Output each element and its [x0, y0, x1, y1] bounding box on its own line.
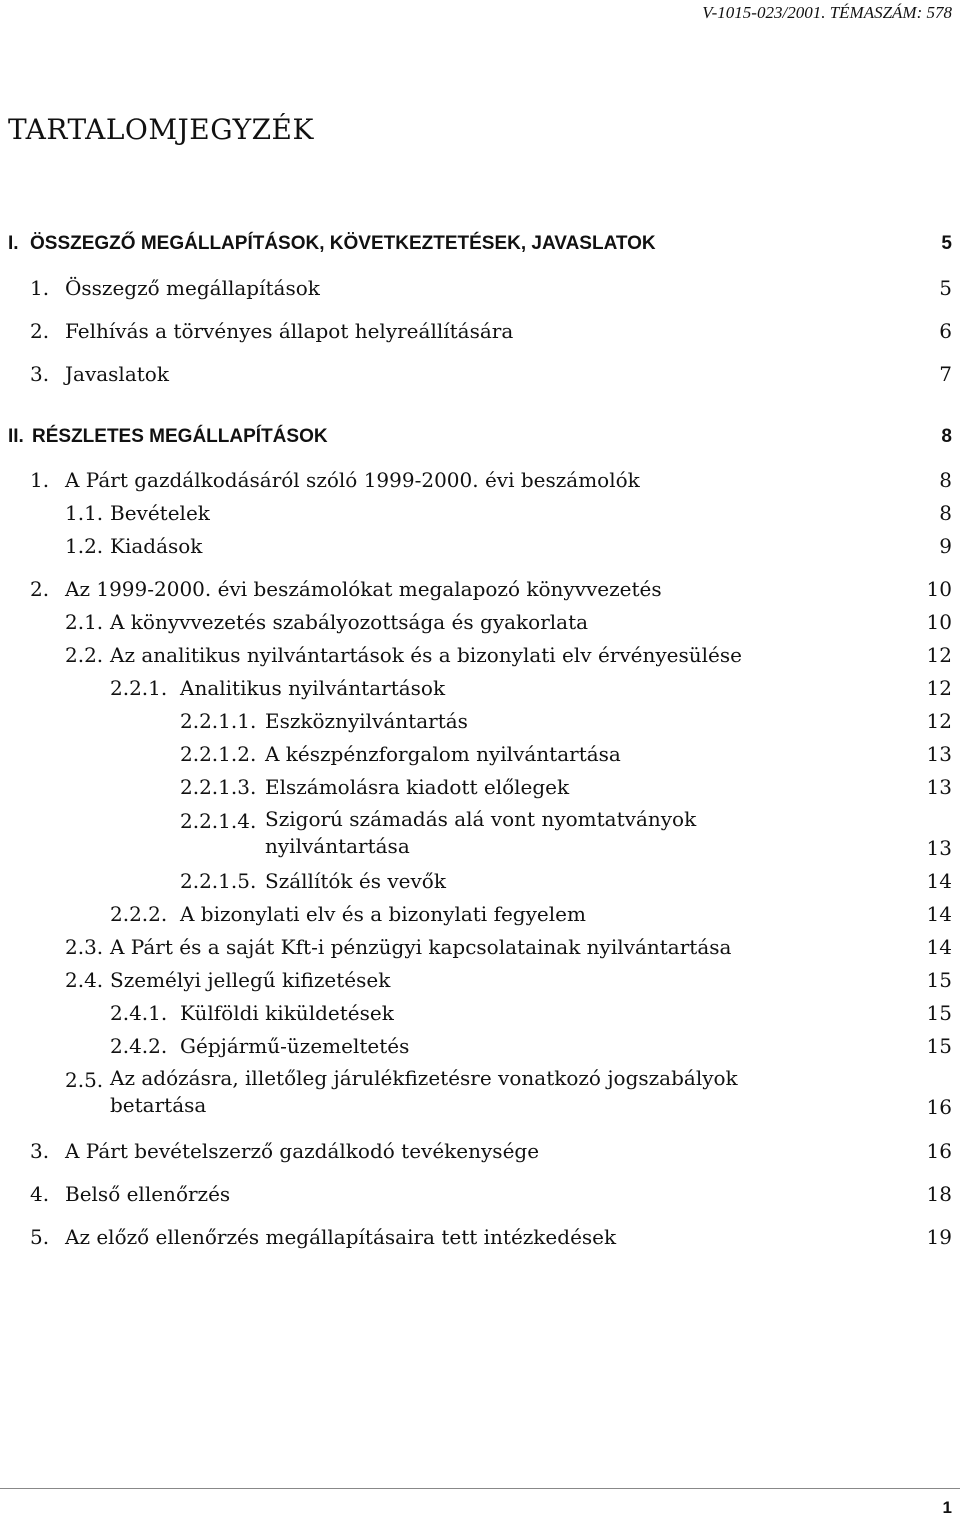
toc-page: 18: [926, 1182, 952, 1206]
toc-page: 7: [939, 362, 952, 386]
toc-title: A Párt és a saját Kft-i pénzügyi kapcsolatainak nyilvántartása: [110, 935, 732, 959]
toc-number: 5.: [30, 1225, 50, 1249]
toc-entry[interactable]: [0, 1222, 952, 1252]
toc-entry[interactable]: [0, 273, 952, 303]
toc-number: II.: [8, 426, 24, 447]
toc-page: 13: [926, 775, 952, 799]
toc-entry[interactable]: [0, 739, 952, 769]
toc-entry[interactable]: [0, 607, 952, 637]
toc-page: 10: [926, 610, 952, 634]
toc-title: Az analitikus nyilvántartások és a bizonylati elv érvényesülése: [110, 643, 742, 667]
toc-entry[interactable]: [0, 316, 952, 346]
toc-number: 2.2.1.5.: [180, 869, 257, 893]
toc-number: 2.2.1.: [110, 676, 168, 700]
toc-page: 5: [939, 276, 952, 300]
toc-title: Javaslatok: [65, 362, 169, 386]
toc-number: 2.4.2.: [110, 1034, 168, 1058]
toc-number: 2.2.1.3.: [180, 775, 257, 799]
toc-page: 14: [926, 935, 952, 959]
toc-entry[interactable]: [0, 806, 952, 866]
toc-number: 2.2.1.1.: [180, 709, 257, 733]
toc-entry[interactable]: [0, 673, 952, 703]
toc-title: A Párt bevételszerző gazdálkodó tevékenysége: [65, 1139, 540, 1163]
toc-page: 15: [926, 968, 952, 992]
toc-entry[interactable]: [0, 465, 952, 495]
toc-title: ÖSSZEGZŐ MEGÁLLAPÍTÁSOK, KÖVETKEZTETÉSEK, JAVASLATOK: [30, 233, 656, 254]
toc-entry[interactable]: [0, 1136, 952, 1166]
toc-entry[interactable]: [0, 998, 952, 1028]
toc-entry[interactable]: [0, 899, 952, 929]
toc-title: Személyi jellegű kifizetések: [110, 968, 391, 992]
toc-page: 10: [926, 577, 952, 601]
toc-number: 4.: [30, 1182, 50, 1206]
toc-page: 14: [926, 869, 952, 893]
toc-title: Az előző ellenőrzés megállapításaira tett intézkedések: [65, 1225, 617, 1249]
page-number: 1: [942, 1498, 952, 1517]
toc-page: 12: [926, 709, 952, 733]
toc-number: 2.1.: [65, 610, 104, 634]
toc-number: 2.3.: [65, 935, 104, 959]
toc-entry[interactable]: [0, 229, 952, 259]
toc-page: 14: [926, 902, 952, 926]
toc-title: Az adózásra, illetőleg járulékfizetésre vonatkozó jogszabályok betartása: [110, 1066, 738, 1117]
toc-number: 3.: [30, 1139, 50, 1163]
toc-page: 16: [926, 1139, 952, 1163]
document-code-header: V-1015-023/2001. TÉMASZÁM: 578: [702, 3, 952, 22]
toc-number: 2.4.: [65, 968, 104, 992]
toc-title: Analitikus nyilvántartások: [180, 676, 446, 700]
toc-title: Bevételek: [110, 501, 210, 525]
toc-number: 2.: [30, 577, 50, 601]
toc-number: 2.2.1.2.: [180, 742, 257, 766]
toc-page: 8: [939, 501, 952, 525]
toc-page: 19: [926, 1225, 952, 1249]
toc-page: 12: [926, 676, 952, 700]
toc-number: 1.1.: [65, 501, 104, 525]
toc-number: 1.2.: [65, 534, 104, 558]
toc-entry[interactable]: [0, 866, 952, 896]
toc-number: 2.: [30, 319, 50, 343]
toc-title: Felhívás a törvényes állapot helyreállítására: [65, 319, 514, 343]
toc-title: A Párt gazdálkodásáról szóló 1999-2000. évi beszámolók: [65, 468, 640, 492]
toc-title: Belső ellenőrzés: [65, 1182, 231, 1206]
toc-entry[interactable]: [0, 1179, 952, 1209]
toc-page: 5: [941, 233, 952, 254]
toc-title: Összegző megállapítások: [65, 276, 320, 300]
toc-number: 2.2.: [65, 643, 104, 667]
toc-page: 16: [926, 1095, 952, 1119]
toc-entry[interactable]: [0, 498, 952, 528]
toc-entry[interactable]: [0, 640, 952, 670]
toc-title: Szállítók és vevők: [265, 869, 446, 893]
toc-page: 13: [926, 742, 952, 766]
toc-number: 2.2.2.: [110, 902, 168, 926]
toc-entry[interactable]: [0, 531, 952, 561]
toc-page: 8: [939, 468, 952, 492]
toc-title: Elszámolásra kiadott előlegek: [265, 775, 570, 799]
toc-entry[interactable]: [0, 1031, 952, 1061]
toc-number: 2.4.1.: [110, 1001, 168, 1025]
toc-title: RÉSZLETES MEGÁLLAPÍTÁSOK: [32, 426, 328, 447]
toc-entry[interactable]: [0, 422, 952, 452]
toc-page: 15: [926, 1034, 952, 1058]
toc-page: 9: [939, 534, 952, 558]
toc-title: Az 1999-2000. évi beszámolókat megalapozó könyvvezetés: [65, 577, 662, 601]
toc-title: A bizonylati elv és a bizonylati fegyelem: [180, 902, 586, 926]
toc-entry[interactable]: [0, 706, 952, 736]
toc-title: Gépjármű-üzemeltetés: [180, 1034, 410, 1058]
toc-entry[interactable]: [0, 574, 952, 604]
toc-entry[interactable]: [0, 359, 952, 389]
toc-number: 1.: [30, 276, 50, 300]
toc-number: 3.: [30, 362, 50, 386]
toc-page: 15: [926, 1001, 952, 1025]
toc-page: 13: [926, 836, 952, 860]
toc-entry[interactable]: [0, 1065, 952, 1125]
toc-title: Eszköznyilvántartás: [265, 709, 468, 733]
toc-number: 2.2.1.4.: [180, 809, 257, 833]
toc-title: Kiadások: [110, 534, 203, 558]
toc-number: I.: [8, 233, 19, 254]
toc-entry[interactable]: [0, 932, 952, 962]
toc-title: Szigorú számadás alá vont nyomtatványok nyilvántartása: [265, 807, 697, 858]
toc-page: 12: [926, 643, 952, 667]
toc-number: 1.: [30, 468, 50, 492]
toc-page: 8: [941, 426, 952, 447]
toc-entry[interactable]: [0, 965, 952, 995]
toc-title: A könyvvezetés szabályozottsága és gyakorlata: [110, 610, 589, 634]
footer-divider: [0, 1488, 960, 1489]
toc-title: A készpénzforgalom nyilvántartása: [265, 742, 621, 766]
toc-title: Külföldi kiküldetések: [180, 1001, 394, 1025]
toc-page: 6: [939, 319, 952, 343]
page-title: TARTALOMJEGYZÉK: [8, 113, 314, 146]
toc-number: 2.5.: [65, 1068, 104, 1092]
toc-entry[interactable]: [0, 772, 952, 802]
